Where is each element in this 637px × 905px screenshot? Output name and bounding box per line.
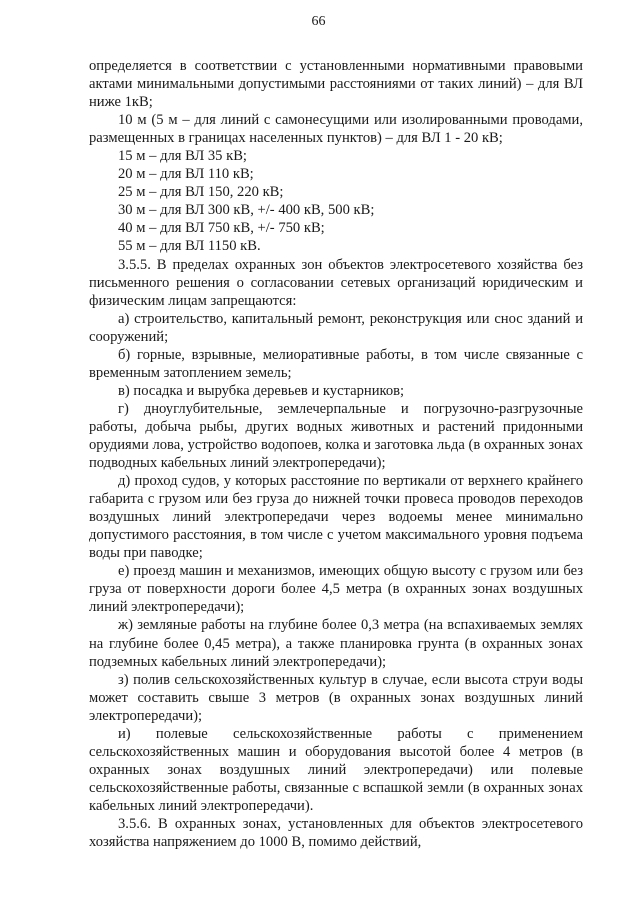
zone-distance-110kv: 20 м – для ВЛ 110 кВ;: [118, 166, 254, 183]
list-item-d: д) проход судов, у которых расстояние по вертикали от верхнего крайнего габарита с грузом или без груза до нижней точки провеса проводов переходов воздушных линий электропередачи через водоемы менее минимально допустимого расстояния, в том числе с учетом максимального уровня подъема воды при паводке;: [89, 473, 583, 562]
zone-distance-150-220kv: 25 м – для ВЛ 150, 220 кВ;: [118, 184, 284, 201]
clause-3-5-5: 3.5.5. В пределах охранных зон объектов электросетевого хозяйства без письменного решения о согласовании сетевых организаций юридическим и физическим лицам запрещаются:: [89, 256, 583, 309]
list-item-i: и) полевые сельскохозяйственные работы с применением сельскохозяйственных машин и оборудования высотой более 4 метров (в охранных зонах воздушных линий электропередачи) или полевые сельскохозяйственные работы, связанные с вспашкой земли (в охранных зонах кабельных линий электропередачи).: [89, 725, 583, 814]
zone-distance-1-20kv: 10 м (5 м – для линий с самонесущими или изолированными проводами, размещенных в границах населенных пунктов) – для ВЛ 1 - 20 кВ;: [89, 112, 583, 147]
zone-distance-300-500kv: 30 м – для ВЛ 300 кВ, +/- 400 кВ, 500 кВ;: [118, 202, 375, 219]
list-item-z: з) полив сельскохозяйственных культур в случае, если высота струи воды может составить свыше 3 метров (в охранных зонах воздушных линий электропередачи);: [89, 671, 583, 724]
zone-distance-1150kv: 55 м – для ВЛ 1150 кВ.: [118, 238, 261, 255]
list-item-a: а) строительство, капитальный ремонт, реконструкция или снос зданий и сооружений;: [89, 310, 583, 345]
paragraph-continuation: определяется в соответствии с установленными нормативными правовыми актами минимальными допустимыми расстояниями от таких линий) – для ВЛ ниже 1кВ;: [89, 58, 583, 111]
zone-distance-750kv: 40 м – для ВЛ 750 кВ, +/- 750 кВ;: [118, 220, 325, 237]
clause-3-5-6: 3.5.6. В охранных зонах, установленных для объектов электросетевого хозяйства напряжением до 1000 В, помимо действий,: [89, 815, 583, 851]
list-item-e: е) проезд машин и механизмов, имеющих общую высоту с грузом или без груза от поверхности дороги более 4,5 метра (в охранных зонах воздушных линий электропередачи);: [89, 563, 583, 616]
list-item-zh: ж) земляные работы на глубине более 0,3 метра (на вспахиваемых землях на глубине более 0,45 метра), а также планировка грунта (в охранных зонах подземных кабельных линий электропередачи);: [89, 617, 583, 670]
list-item-v: в) посадка и вырубка деревьев и кустарников;: [118, 382, 405, 399]
document-body: [89, 57, 583, 851]
page-number: 66: [311, 14, 326, 29]
list-item-g: г) дноуглубительные, землечерпальные и погрузочно-разгрузочные работы, добыча рыбы, других водных животных и растений придонными орудиями лова, устройство водопоев, колка и заготовка льда (в охранных зонах подводных кабельных линий электропередачи);: [89, 400, 583, 472]
list-item-b: б) горные, взрывные, мелиоративные работы, в том числе связанные с временным затоплением земель;: [89, 346, 583, 381]
zone-distance-35kv: 15 м – для ВЛ 35 кВ;: [118, 148, 247, 165]
